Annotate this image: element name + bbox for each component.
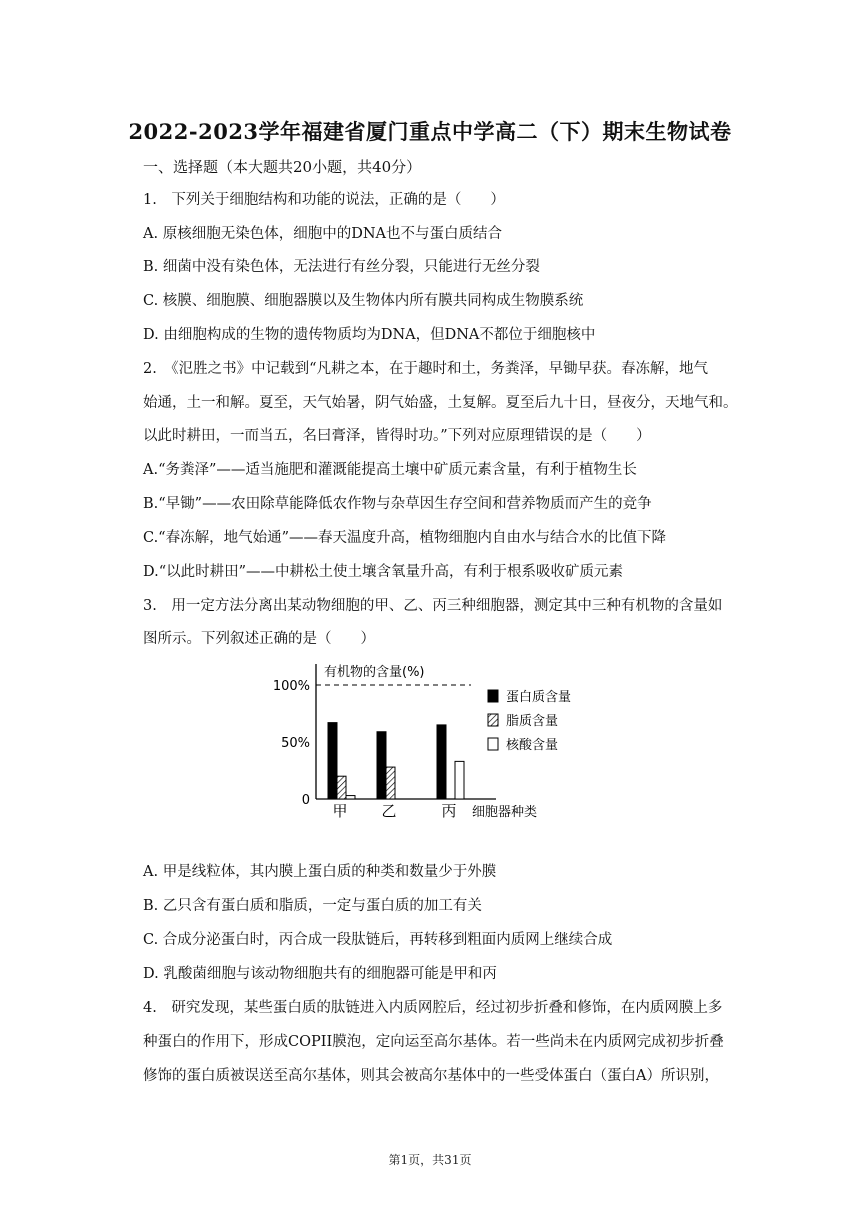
question-3-option-b: B. 乙只含有蛋白质和脂质，一定与蛋白质的加工有关 <box>143 898 482 914</box>
question-3-option-d: D. 乳酸菌细胞与该动物细胞共有的细胞器可能是甲和丙 <box>143 966 497 982</box>
question-2-option-a: A.“务粪泽”——适当施肥和灌溉能提高土壤中矿质元素含量，有利于植物生长 <box>143 462 637 478</box>
question-1-option-c: C. 核膜、细胞膜、细胞器膜以及生物体内所有膜共同构成生物膜系统 <box>143 293 584 309</box>
question-2-stem-line-2: 始通，土一和解。夏至，天气始暑，阴气始盛，土复解。夏至后九十日，昼夜分，天地气和。 <box>143 395 738 411</box>
y-tick-label: 50% <box>281 736 310 751</box>
legend-swatch <box>488 714 498 726</box>
question-3-stem-line-1: 3. 用一定方法分离出某动物细胞的甲、乙、丙三种细胞器，测定其中三种有机物的含量如 <box>143 598 723 614</box>
chart-svg <box>266 656 596 828</box>
page-title: 2022-2023学年福建省厦门重点中学高二（下）期末生物试卷 <box>128 119 732 144</box>
legend-label: 蛋白质含量 <box>506 690 572 705</box>
question-1-option-a: A. 原核细胞无染色体，细胞中的DNA也不与蛋白质结合 <box>143 226 502 242</box>
bar-2-1 <box>377 732 386 799</box>
question-3-option-a: A. 甲是线粒体，其内膜上蛋白质的种类和数量少于外膜 <box>143 864 497 880</box>
x-tick-label: 甲 <box>332 802 348 820</box>
bar-1-2 <box>337 776 346 799</box>
question-1-option-d: D. 由细胞构成的生物的遗传物质均为DNA，但DNA不都位于细胞核中 <box>143 327 596 343</box>
legend-swatch <box>488 738 498 750</box>
y-tick-label: 0 <box>301 793 310 808</box>
question-1-option-b: B. 细菌中没有染色体，无法进行有丝分裂，只能进行无丝分裂 <box>143 259 540 275</box>
bar-1-1 <box>328 723 337 799</box>
question-4-stem-line-2: 种蛋白的作用下，形成COPII膜泡，定向运至高尔基体。若一些尚未在内质网完成初步折叠 <box>143 1034 724 1050</box>
legend-swatch <box>488 690 498 702</box>
section-heading: 一、选择题（本大题共20小题，共40分） <box>143 158 422 176</box>
x-tick-label: 乙 <box>381 802 397 820</box>
bar-3-1 <box>437 725 446 799</box>
y-tick-label: 100% <box>272 679 310 694</box>
question-2-stem-line-3: 以此时耕田，一而当五，名曰膏泽，皆得时功。”下列对应原理错误的是（ ） <box>143 428 651 444</box>
question-3-option-c: C. 合成分泌蛋白时，丙合成一段肽链后，再转移到粗面内质网上继续合成 <box>143 932 613 948</box>
question-4-stem-line-1: 4. 研究发现，某些蛋白质的肽链进入内质网腔后，经过初步折叠和修饰，在内质网膜上多 <box>143 1000 723 1016</box>
page-footer: 第1页，共31页 <box>388 1153 472 1167</box>
question-3-stem-line-2: 图所示。下列叙述正确的是（ ） <box>143 631 375 647</box>
y-axis-label: 有机物的含量(%) <box>324 665 425 680</box>
legend-label: 核酸含量 <box>506 738 559 753</box>
bar-2-2 <box>386 767 395 799</box>
question-4-stem-line-3: 修饰的蛋白质被误送至高尔基体，则其会被高尔基体中的一些受体蛋白（蛋白A）所识别， <box>143 1068 719 1084</box>
bar-1-3 <box>346 796 355 799</box>
x-axis-label: 细胞器种类 <box>472 805 538 820</box>
question-2-option-c: C.“春冻解，地气始通”——春天温度升高，植物细胞内自由水与结合水的比值下降 <box>143 530 667 546</box>
x-tick-label: 丙 <box>441 802 457 820</box>
bar-3-3 <box>455 761 464 799</box>
organelle-content-chart <box>266 656 596 828</box>
question-2-stem-line-1: 2. 《氾胜之书》中记载到“凡耕之本，在于趣时和土，务粪泽，早锄早获。春冻解，地气 <box>143 361 708 377</box>
question-2-option-b: B.“早锄”——农田除草能降低农作物与杂草因生存空间和营养物质而产生的竞争 <box>143 496 652 512</box>
legend-label: 脂质含量 <box>506 714 559 729</box>
question-2-option-d: D.“以此时耕田”——中耕松土使土壤含氧量升高，有利于根系吸收矿质元素 <box>143 564 624 580</box>
question-1-stem: 1. 下列关于细胞结构和功能的说法，正确的是（ ） <box>143 192 505 208</box>
